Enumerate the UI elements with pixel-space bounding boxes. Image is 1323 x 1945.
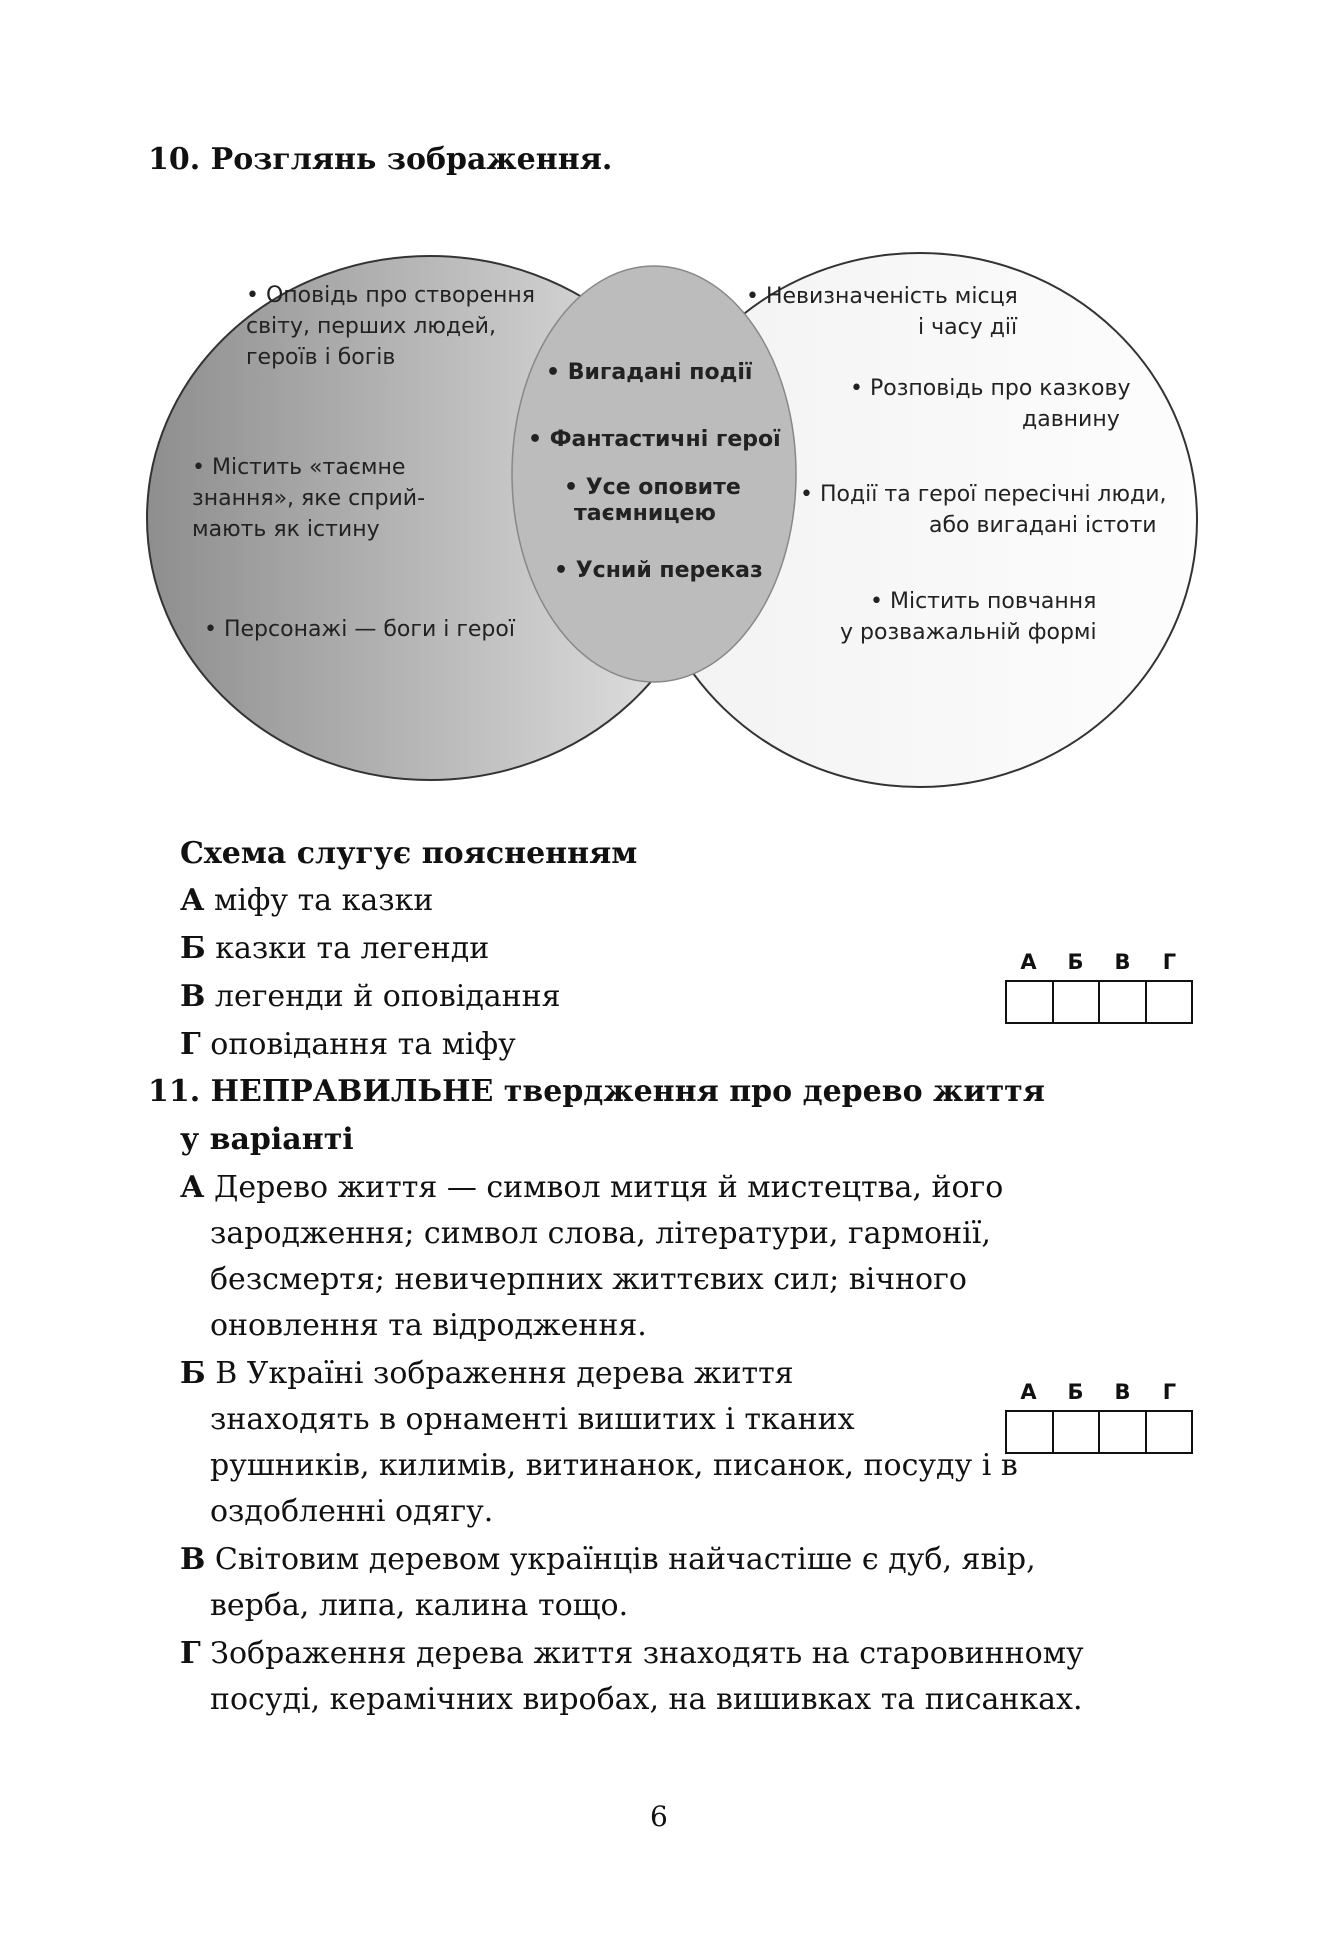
option-letter: Б: [180, 1356, 206, 1391]
venn-left-text: мають як істину: [192, 517, 380, 542]
answer-cell[interactable]: [1147, 982, 1192, 1022]
page-number: 6: [650, 1800, 668, 1833]
option-text: оповідання та міфу: [210, 1027, 516, 1062]
question-10-title: 10. Розглянь зображення.: [148, 142, 613, 177]
answer-cell[interactable]: [1100, 982, 1147, 1022]
answer-option: [180, 883, 433, 919]
option-letter: А: [180, 883, 205, 918]
option-text: Світовим деревом українців найчастіше є дуб, явір,: [214, 1542, 1036, 1577]
grid-label: В: [1114, 1380, 1131, 1404]
venn-center-text: • Усе оповите: [564, 475, 741, 500]
option-text: Зображення дерева життя знаходять на старовинному: [210, 1636, 1084, 1671]
question-11-title: 11. НЕПРАВИЛЬНЕ твердження про дерево життя: [148, 1074, 1045, 1109]
answer-option: [180, 1356, 794, 1392]
option-text: посуді, керамічних виробах, на вишивках та писанках.: [210, 1682, 1083, 1717]
option-text: казки та легенди: [215, 931, 490, 966]
answer-cell[interactable]: [1007, 1412, 1054, 1452]
option-letter: В: [180, 1542, 206, 1577]
answer-cell[interactable]: [1054, 1412, 1101, 1452]
option-text: зародження; символ слова, літератури, гармонії,: [210, 1216, 991, 1251]
venn-right-text: давнину: [1022, 407, 1120, 432]
venn-right-text: і часу дії: [918, 315, 1018, 340]
venn-center-text: таємницею: [574, 501, 716, 526]
answer-cell[interactable]: [1147, 1412, 1192, 1452]
answer-option: [180, 1170, 1003, 1206]
grid-label: Г: [1162, 950, 1177, 974]
grid-label: Г: [1162, 1380, 1177, 1404]
venn-right-text: • Невизначеність місця: [746, 284, 1018, 309]
answer-grid-q10: [1005, 950, 1193, 1024]
venn-right-text: • Розповідь про казкову: [850, 376, 1131, 401]
venn-right-text: • Події та герої пересічні люди,: [800, 482, 1167, 507]
option-text: рушників, килимів, витинанок, писанок, посуду і в: [210, 1448, 1018, 1483]
option-text: В Україні зображення дерева життя: [215, 1356, 794, 1391]
answer-cell[interactable]: [1054, 982, 1101, 1022]
option-text: оновлення та відродження.: [210, 1308, 647, 1343]
answer-option: [180, 1542, 1036, 1578]
option-text: Дерево життя — символ митця й мистецтва, його: [213, 1170, 1004, 1205]
venn-right-text: або вигадані істоти: [929, 513, 1157, 538]
option-letter: Б: [180, 931, 206, 966]
option-text: оздобленні одягу.: [210, 1494, 494, 1529]
grid-label: Б: [1067, 1380, 1084, 1404]
question-10-prompt: Схема слугує поясненням: [180, 836, 638, 871]
option-text: легенди й оповідання: [214, 979, 561, 1014]
venn-left-text: героїв і богів: [246, 345, 396, 370]
answer-option: [180, 931, 489, 967]
option-text: верба, липа, калина тощо.: [210, 1588, 629, 1623]
answer-grid-q11: [1005, 1380, 1193, 1454]
venn-center-text: • Вигадані події: [546, 360, 753, 385]
venn-left-text: • Містить «таємне: [192, 455, 406, 480]
option-text: міфу та казки: [213, 883, 434, 918]
venn-left-text: • Персонажі — боги і герої: [204, 617, 515, 642]
grid-label: А: [1020, 1380, 1037, 1404]
answer-cell[interactable]: [1100, 1412, 1147, 1452]
venn-left-text: світу, перших людей,: [246, 314, 496, 339]
option-letter: А: [180, 1170, 205, 1205]
answer-option: [180, 979, 561, 1015]
venn-center-text: • Фантастичні герої: [528, 427, 781, 452]
grid-label: А: [1020, 950, 1037, 974]
option-letter: Г: [180, 1027, 201, 1062]
venn-center-text: • Усний переказ: [554, 558, 763, 583]
venn-diagram: [140, 250, 1200, 790]
option-text: безсмертя; невичерпних життєвих сил; вічного: [210, 1262, 967, 1297]
grid-label: В: [1114, 950, 1131, 974]
answer-cell[interactable]: [1007, 982, 1054, 1022]
question-11-title: у варіанті: [180, 1122, 354, 1157]
venn-left-text: • Оповідь про створення: [246, 283, 536, 308]
venn-right-text: у розважальній формі: [840, 620, 1097, 645]
answer-option: [180, 1636, 1084, 1672]
option-letter: В: [180, 979, 206, 1014]
venn-right-text: • Містить повчання: [870, 589, 1097, 614]
option-text: знаходять в орнаменті вишитих і тканих: [210, 1402, 855, 1437]
answer-option: [180, 1027, 516, 1063]
venn-left-text: знання», яке сприй-: [192, 486, 426, 511]
grid-label: Б: [1067, 950, 1084, 974]
option-letter: Г: [180, 1636, 201, 1671]
